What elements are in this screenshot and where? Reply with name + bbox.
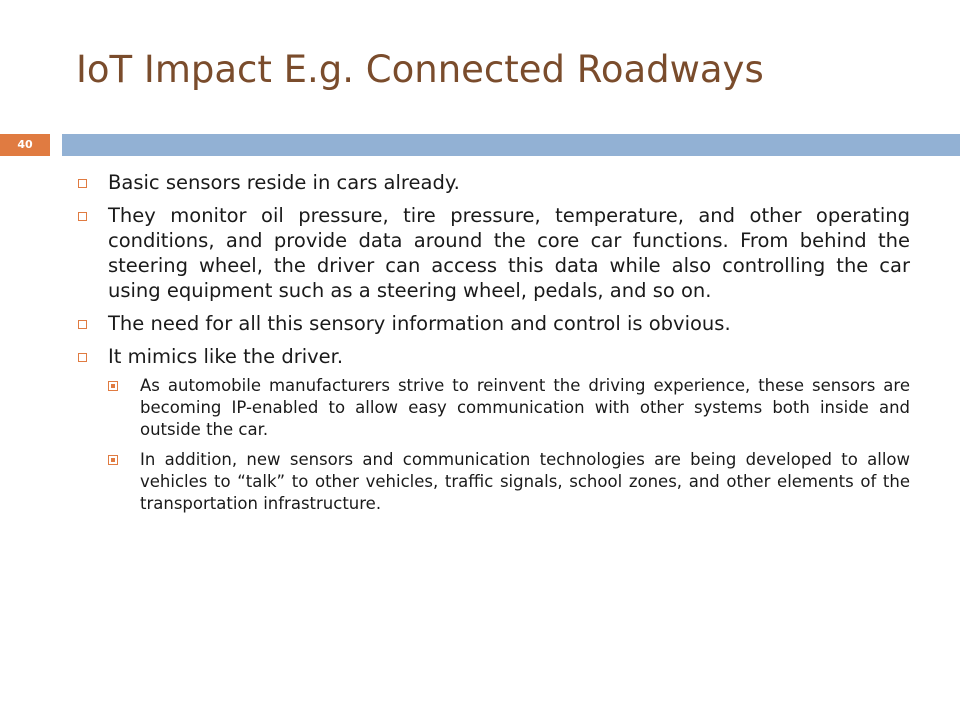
bullet-item [76,344,910,515]
bullet-text: They monitor oil pressure, tire pressure, temperature, and other operating conditions, and provide data around the core car functions. From behind the steering wheel, the driver can access this data while also controlling the car using equipment such as a steering wheel, pedals, and so on. [108,204,910,302]
filled-square-bullet-icon [108,455,118,465]
bullet-item [76,311,910,336]
filled-square-bullet-icon [108,381,118,391]
sub-bullet-list [108,375,910,515]
bullet-text: The need for all this sensory information and control is obvious. [108,312,731,335]
slide-title: IoT Impact E.g. Connected Roadways [76,48,764,91]
sub-bullet-item [108,449,910,515]
square-bullet-icon [78,353,87,362]
square-bullet-icon [78,179,87,188]
bullet-item [76,203,910,303]
square-bullet-icon [78,212,87,221]
sub-bullet-item [108,375,910,441]
sub-bullet-text: In addition, new sensors and communication technologies are being developed to allow vehicles to “talk” to other vehicles, traffic signals, school zones, and other elements of the transportation infrastructure. [140,450,910,513]
square-bullet-icon [78,320,87,329]
bullet-text: It mimics like the driver. [108,345,344,368]
bullet-text: Basic sensors reside in cars already. [108,171,460,194]
bullet-list [76,170,910,523]
header-divider-bar [62,134,960,156]
sub-bullet-text: As automobile manufacturers strive to reinvent the driving experience, these sensors are becoming IP-enabled to allow easy communication with other systems both inside and outside the car. [140,376,910,439]
bullet-item [76,170,910,195]
slide-number-badge: 40 [0,134,50,156]
